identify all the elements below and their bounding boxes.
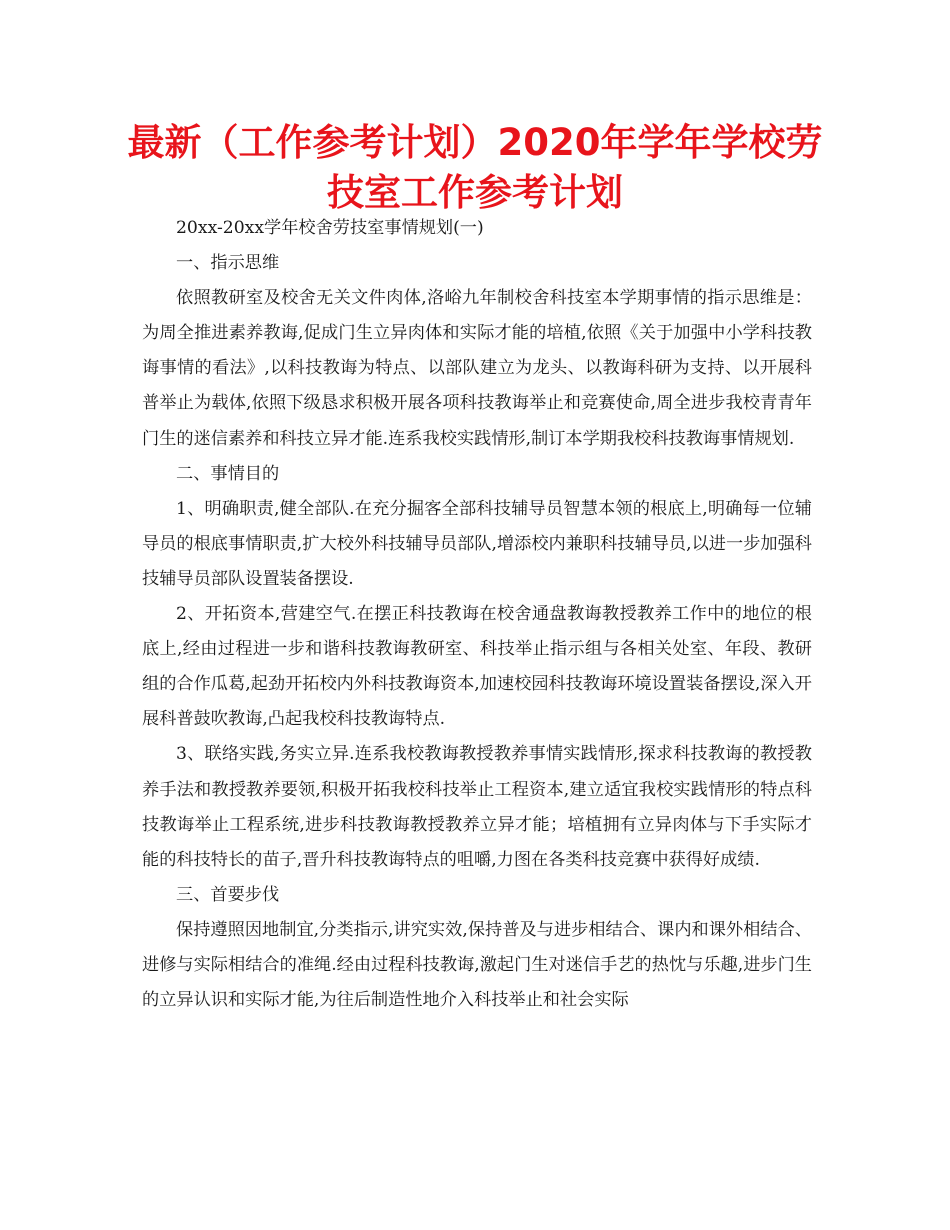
document-title: 最新（工作参考计划）2020年学年学校劳技室工作参考计划 bbox=[127, 121, 823, 214]
section-heading-measures: 三、首要步伐 bbox=[176, 884, 280, 905]
plan-heading: 20xx-20xx学年校舍劳技室事情规划(一) bbox=[176, 218, 484, 238]
section-heading-guiding-thought: 一、指示思维 bbox=[176, 253, 280, 274]
paragraph-measures: 保持遵照因地制宜,分类指示,讲究实效,保持普及与进步相结合、课内和课外相结合、进修与实际相结合的准绳.经由过程科技教诲,激起门生对迷信手艺的热忱与乐趣,进步门生的立异认识和实际才能,为往后制造性地介入科技举止和社会实际 bbox=[142, 919, 812, 1011]
paragraph-goal-3: 3、联络实践,务实立异.连系我校教诲教授教养事情实践情形,探求科技教诲的教授教养手法和教授教养要领,积极开拓我校科技举止工程资本,建立适宜我校实践情形的特点科技教诲举止工程系统,进步科技教诲教授教养立异才能；培植拥有立异肉体与下手实际才能的科技特长的苗子,晋升科技教诲特点的咀嚼,力图在各类科技竞赛中获得好成绩. bbox=[142, 744, 812, 870]
paragraph-goal-1: 1、明确职责,健全部队.在充分掘客全部科技辅导员智慧本领的根底上,明确每一位辅导员的根底事情职责,扩大校外科技辅导员部队,增添校内兼职科技辅导员,以进一步加强科技辅导员部队设置装备摆设. bbox=[142, 498, 812, 589]
document-body bbox=[142, 211, 812, 1018]
paragraph-guiding-thought: 依照教研室及校舍无关文件肉体,洛峪九年制校舍科技室本学期事情的指示思维是：为周全推进素养教诲,促成门生立异肉体和实际才能的培植,依照《关于加强中小学科技教诲事情的看法》,以科技教诲为特点、以部队建立为龙头、以教诲科研为支持、以开展科普举止为载体,依照下级恳求积极开展各项科技教诲举止和竞赛使命,周全进步我校青青年门生的迷信素养和科技立异才能.连系我校实践情形,制订本学期我校科技教诲事情规划. bbox=[142, 288, 812, 449]
section-heading-goals: 二、事情目的 bbox=[176, 463, 280, 484]
paragraph-goal-2: 2、开拓资本,营建空气.在摆正科技教诲在校舍通盘教诲教授教养工作中的地位的根底上,经由过程进一步和谐科技教诲教研室、科技举止指示组与各相关处室、年段、教研组的合作瓜葛,起劲开拓校内外科技教诲资本,加速校园科技教诲环境设置装备摆设,深入开展科普鼓吹教诲,凸起我校科技教诲特点. bbox=[142, 604, 812, 730]
